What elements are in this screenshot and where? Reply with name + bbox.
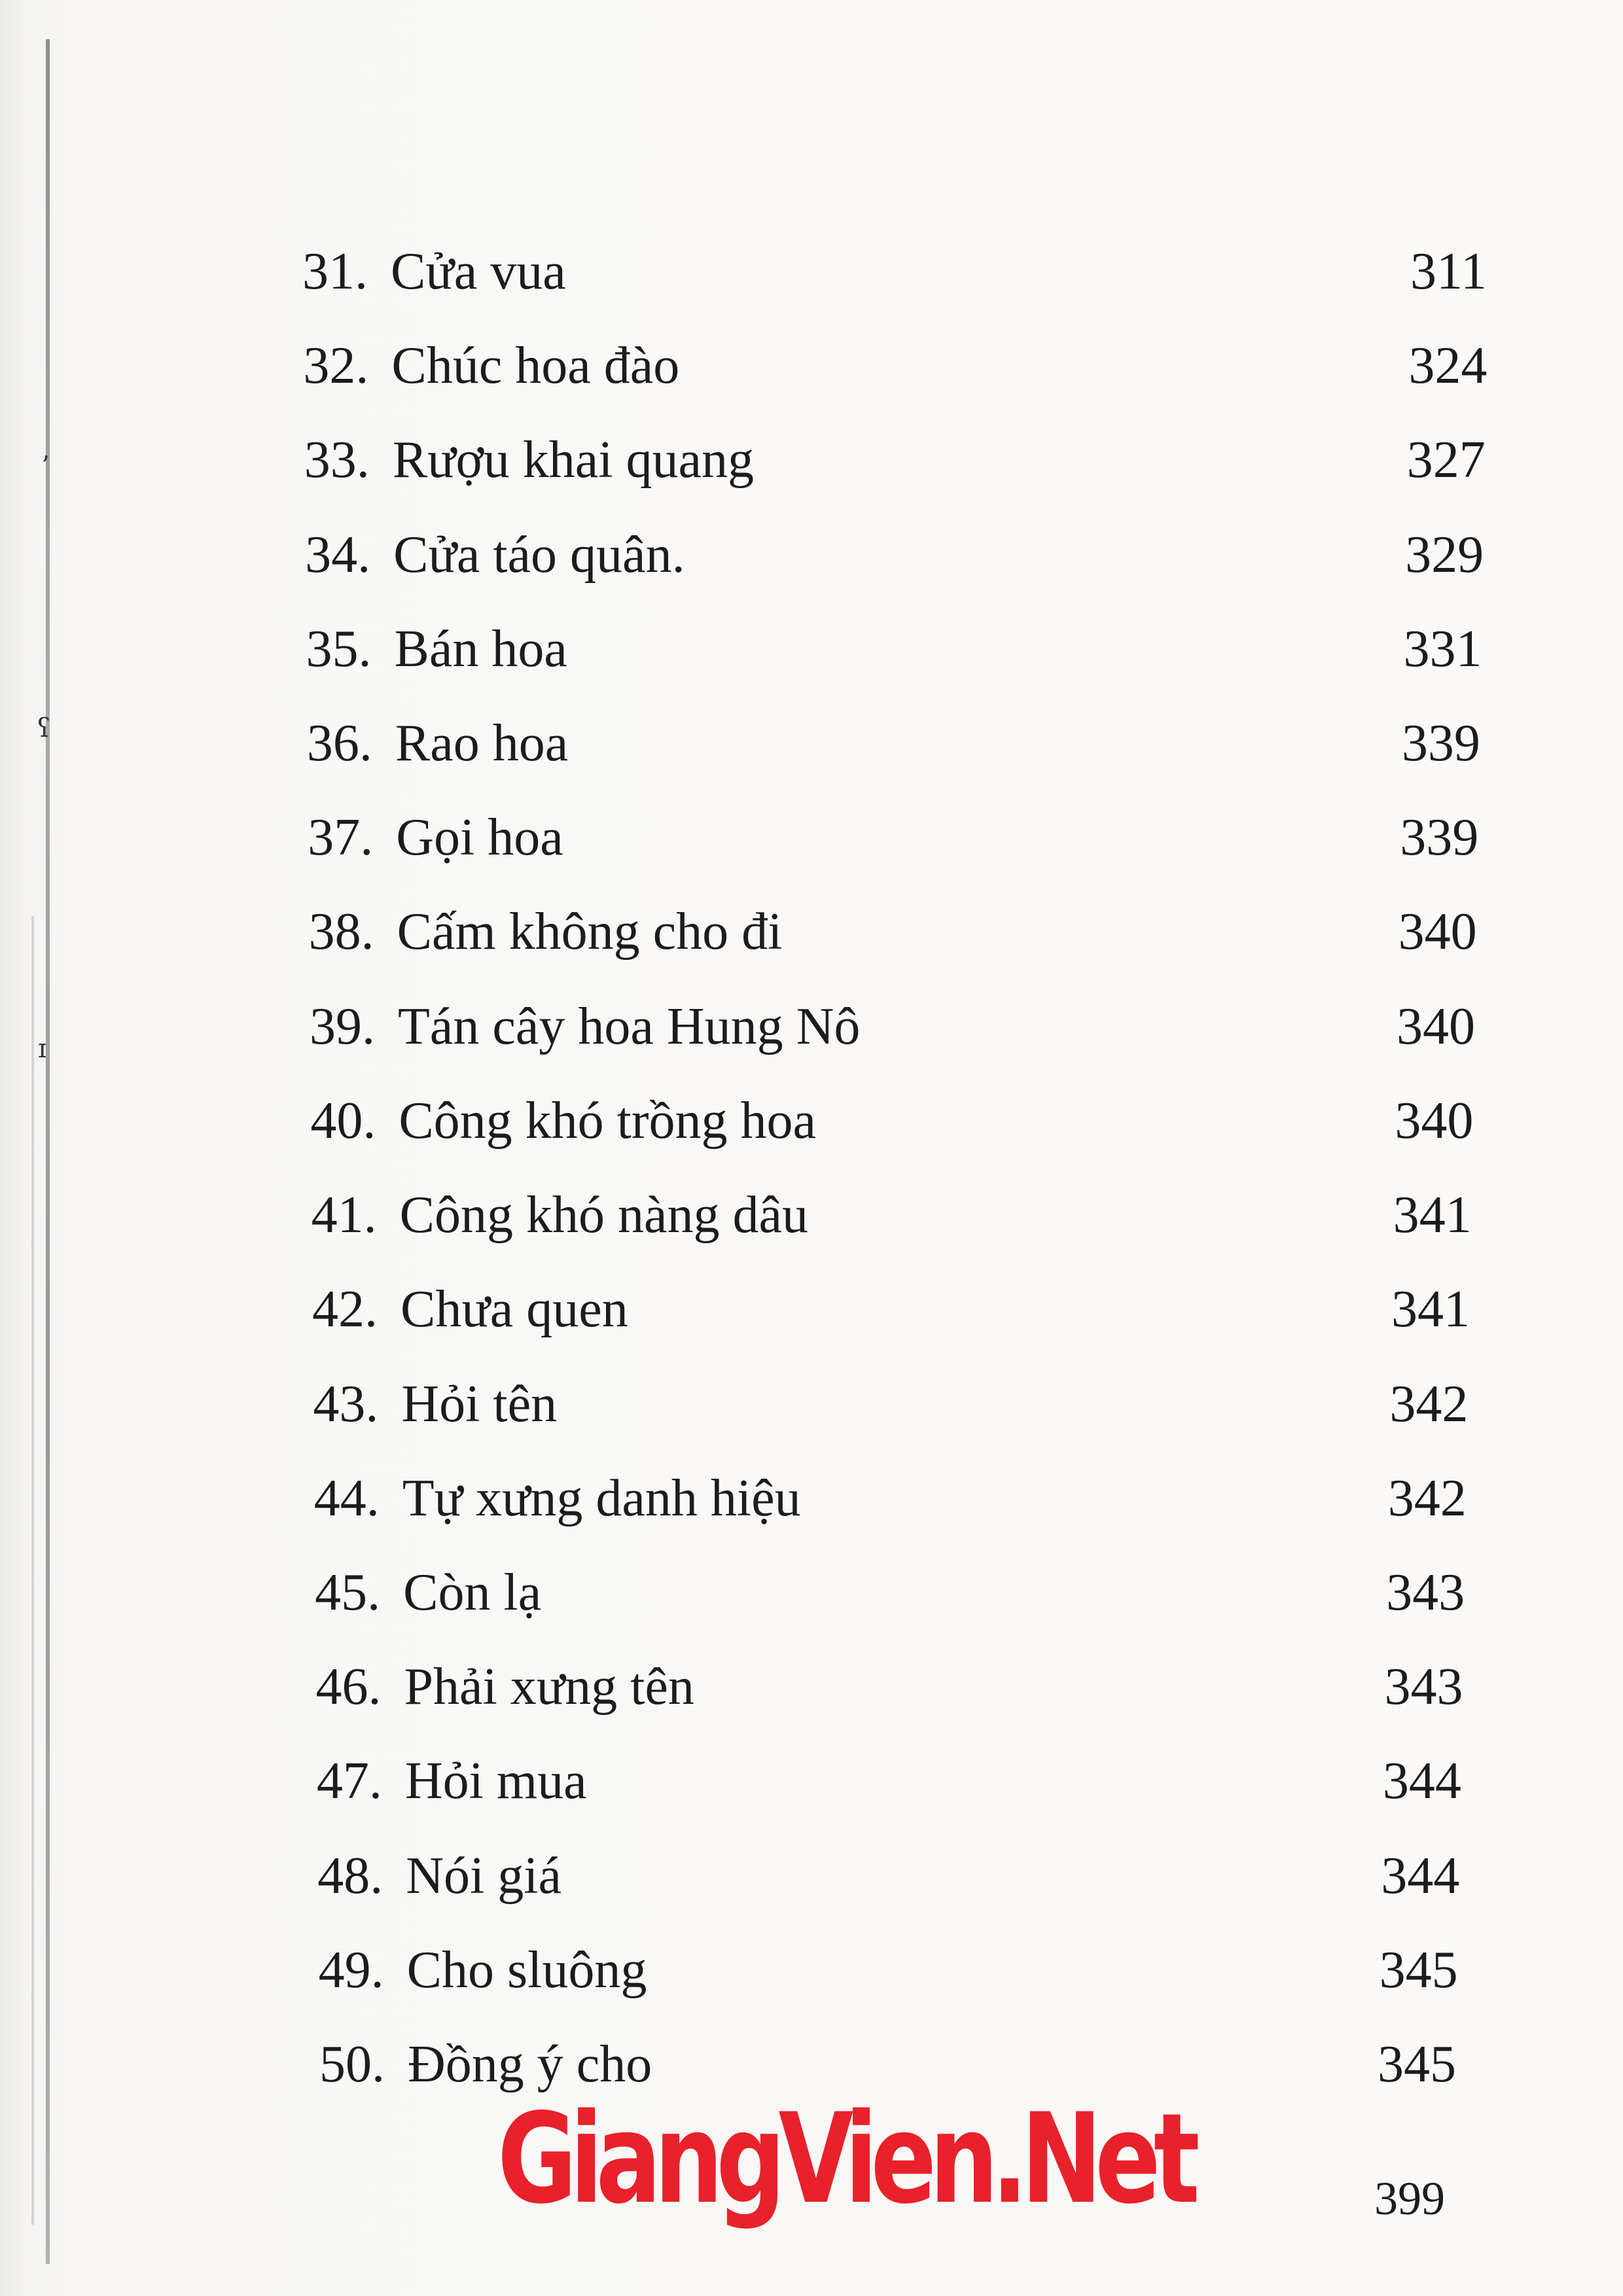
toc-entry-page: 331	[1403, 620, 1482, 678]
toc-entry-page: 327	[1406, 431, 1486, 489]
toc-entry-page: 340	[1398, 903, 1477, 961]
toc-entry-title: Đồng ý cho	[408, 2036, 652, 2093]
toc-entry-title: Phải xưng tên	[404, 1658, 694, 1716]
toc-entry	[313, 1368, 1491, 1440]
toc-entry-number: 39.	[309, 997, 375, 1055]
toc-entry-page: 341	[1391, 1280, 1471, 1339]
toc-entry-title: Rao hoa	[395, 715, 569, 773]
toc-entry-number: 43.	[313, 1375, 379, 1433]
toc-entry	[316, 1651, 1494, 1723]
toc-entry-number: 48.	[317, 1846, 383, 1905]
toc-entry-title: Tán cây hoa Hung Nô	[397, 997, 861, 1055]
toc-entry-number: 36.	[306, 715, 372, 773]
toc-entry-title: Còn lạ	[403, 1563, 542, 1621]
toc-entry-number: 32.	[303, 337, 369, 395]
toc-entry	[312, 1273, 1490, 1345]
toc-entry	[306, 613, 1484, 685]
toc-entry-page: 343	[1386, 1563, 1465, 1621]
toc-entry	[309, 896, 1487, 968]
toc-entry-title: Cửa vua	[391, 243, 566, 300]
toc-entry-page: 345	[1379, 1941, 1458, 1999]
toc-entry-number: 44.	[313, 1469, 380, 1527]
toc-entry-number: 38.	[308, 903, 374, 961]
toc-entry-number: 49.	[318, 1941, 384, 1999]
toc-entry-number: 33.	[304, 431, 370, 489]
toc-entry-number: 37.	[308, 809, 374, 867]
toc-entry-number: 47.	[316, 1752, 382, 1810]
margin-mark: ʕ	[37, 713, 51, 743]
toc-entry-page: 345	[1378, 2036, 1456, 2093]
toc-entry	[317, 1745, 1495, 1817]
toc-entry-page: 344	[1382, 1752, 1461, 1810]
toc-entry	[305, 519, 1483, 591]
toc-entry-title: Cho sluông	[406, 1941, 647, 1999]
toc-entry-number: 34.	[305, 525, 371, 584]
toc-entry-page: 342	[1389, 1375, 1469, 1433]
toc-entry-title: Tự xưng danh hiệu	[402, 1469, 801, 1527]
toc-entry-title: Công khó trồng hoa	[399, 1091, 817, 1150]
page-number: 399	[1374, 2172, 1445, 2225]
toc-entry	[302, 236, 1488, 308]
watermark-logo: GiangVien.Net	[497, 2087, 1193, 2231]
toc-entry-page: 339	[1401, 715, 1480, 773]
toc-entry-title: Cấm không cho đi	[397, 903, 783, 961]
toc-entry-page: 342	[1387, 1469, 1467, 1527]
toc-entry	[304, 424, 1486, 496]
toc-entry-page: 329	[1405, 525, 1484, 584]
toc-entry-title: Rượu khai quang	[392, 431, 754, 489]
toc-entry	[308, 802, 1486, 874]
toc-entry-title: Hỏi tên	[401, 1375, 558, 1433]
toc-entry-page: 341	[1393, 1186, 1472, 1245]
toc-entry	[310, 991, 1488, 1063]
toc-entry	[303, 330, 1488, 402]
toc-entry-number: 41.	[311, 1186, 377, 1245]
toc-entry-number: 35.	[306, 620, 372, 678]
margin-mark: ʼ	[41, 451, 49, 482]
toc-entry-title: Bán hoa	[394, 620, 567, 678]
toc-entry-title: Công khó nàng dâu	[399, 1186, 809, 1245]
toc-entry-title: Chúc hoa đào	[391, 337, 680, 395]
toc-entry	[319, 1934, 1497, 2006]
toc-entry-page: 340	[1395, 1091, 1474, 1150]
toc-entry	[314, 1462, 1492, 1534]
toc-entry-title: Chưa quen	[401, 1280, 628, 1339]
toc-entry-number: 31.	[302, 243, 368, 300]
toc-entry-number: 45.	[315, 1563, 381, 1621]
toc-entry	[317, 1840, 1495, 1912]
toc-entry-title: Gọi hoa	[396, 809, 563, 867]
margin-mark: ɪ	[38, 1034, 46, 1064]
toc-entry-page: 324	[1408, 337, 1488, 395]
toc-entry	[307, 707, 1485, 779]
toc-entry-page: 311	[1410, 243, 1488, 300]
toc-entry	[315, 1557, 1493, 1629]
toc-entry-title: Nói giá	[406, 1846, 562, 1905]
toc-entry-number: 50.	[319, 2036, 385, 2093]
toc-entry-number: 40.	[310, 1091, 376, 1150]
toc-entry	[310, 1085, 1488, 1157]
toc-entry-page: 343	[1384, 1658, 1463, 1716]
toc-entry-number: 42.	[312, 1280, 378, 1339]
toc-entry	[312, 1179, 1489, 1251]
toc-entry-page: 339	[1400, 809, 1479, 867]
toc-entry-page: 340	[1396, 997, 1475, 1055]
toc-entry-title: Cửa táo quân.	[393, 525, 685, 584]
toc-entry-number: 46.	[315, 1658, 382, 1716]
toc-entry-title: Hỏi mua	[404, 1752, 587, 1810]
toc-entry-page: 344	[1381, 1846, 1460, 1905]
